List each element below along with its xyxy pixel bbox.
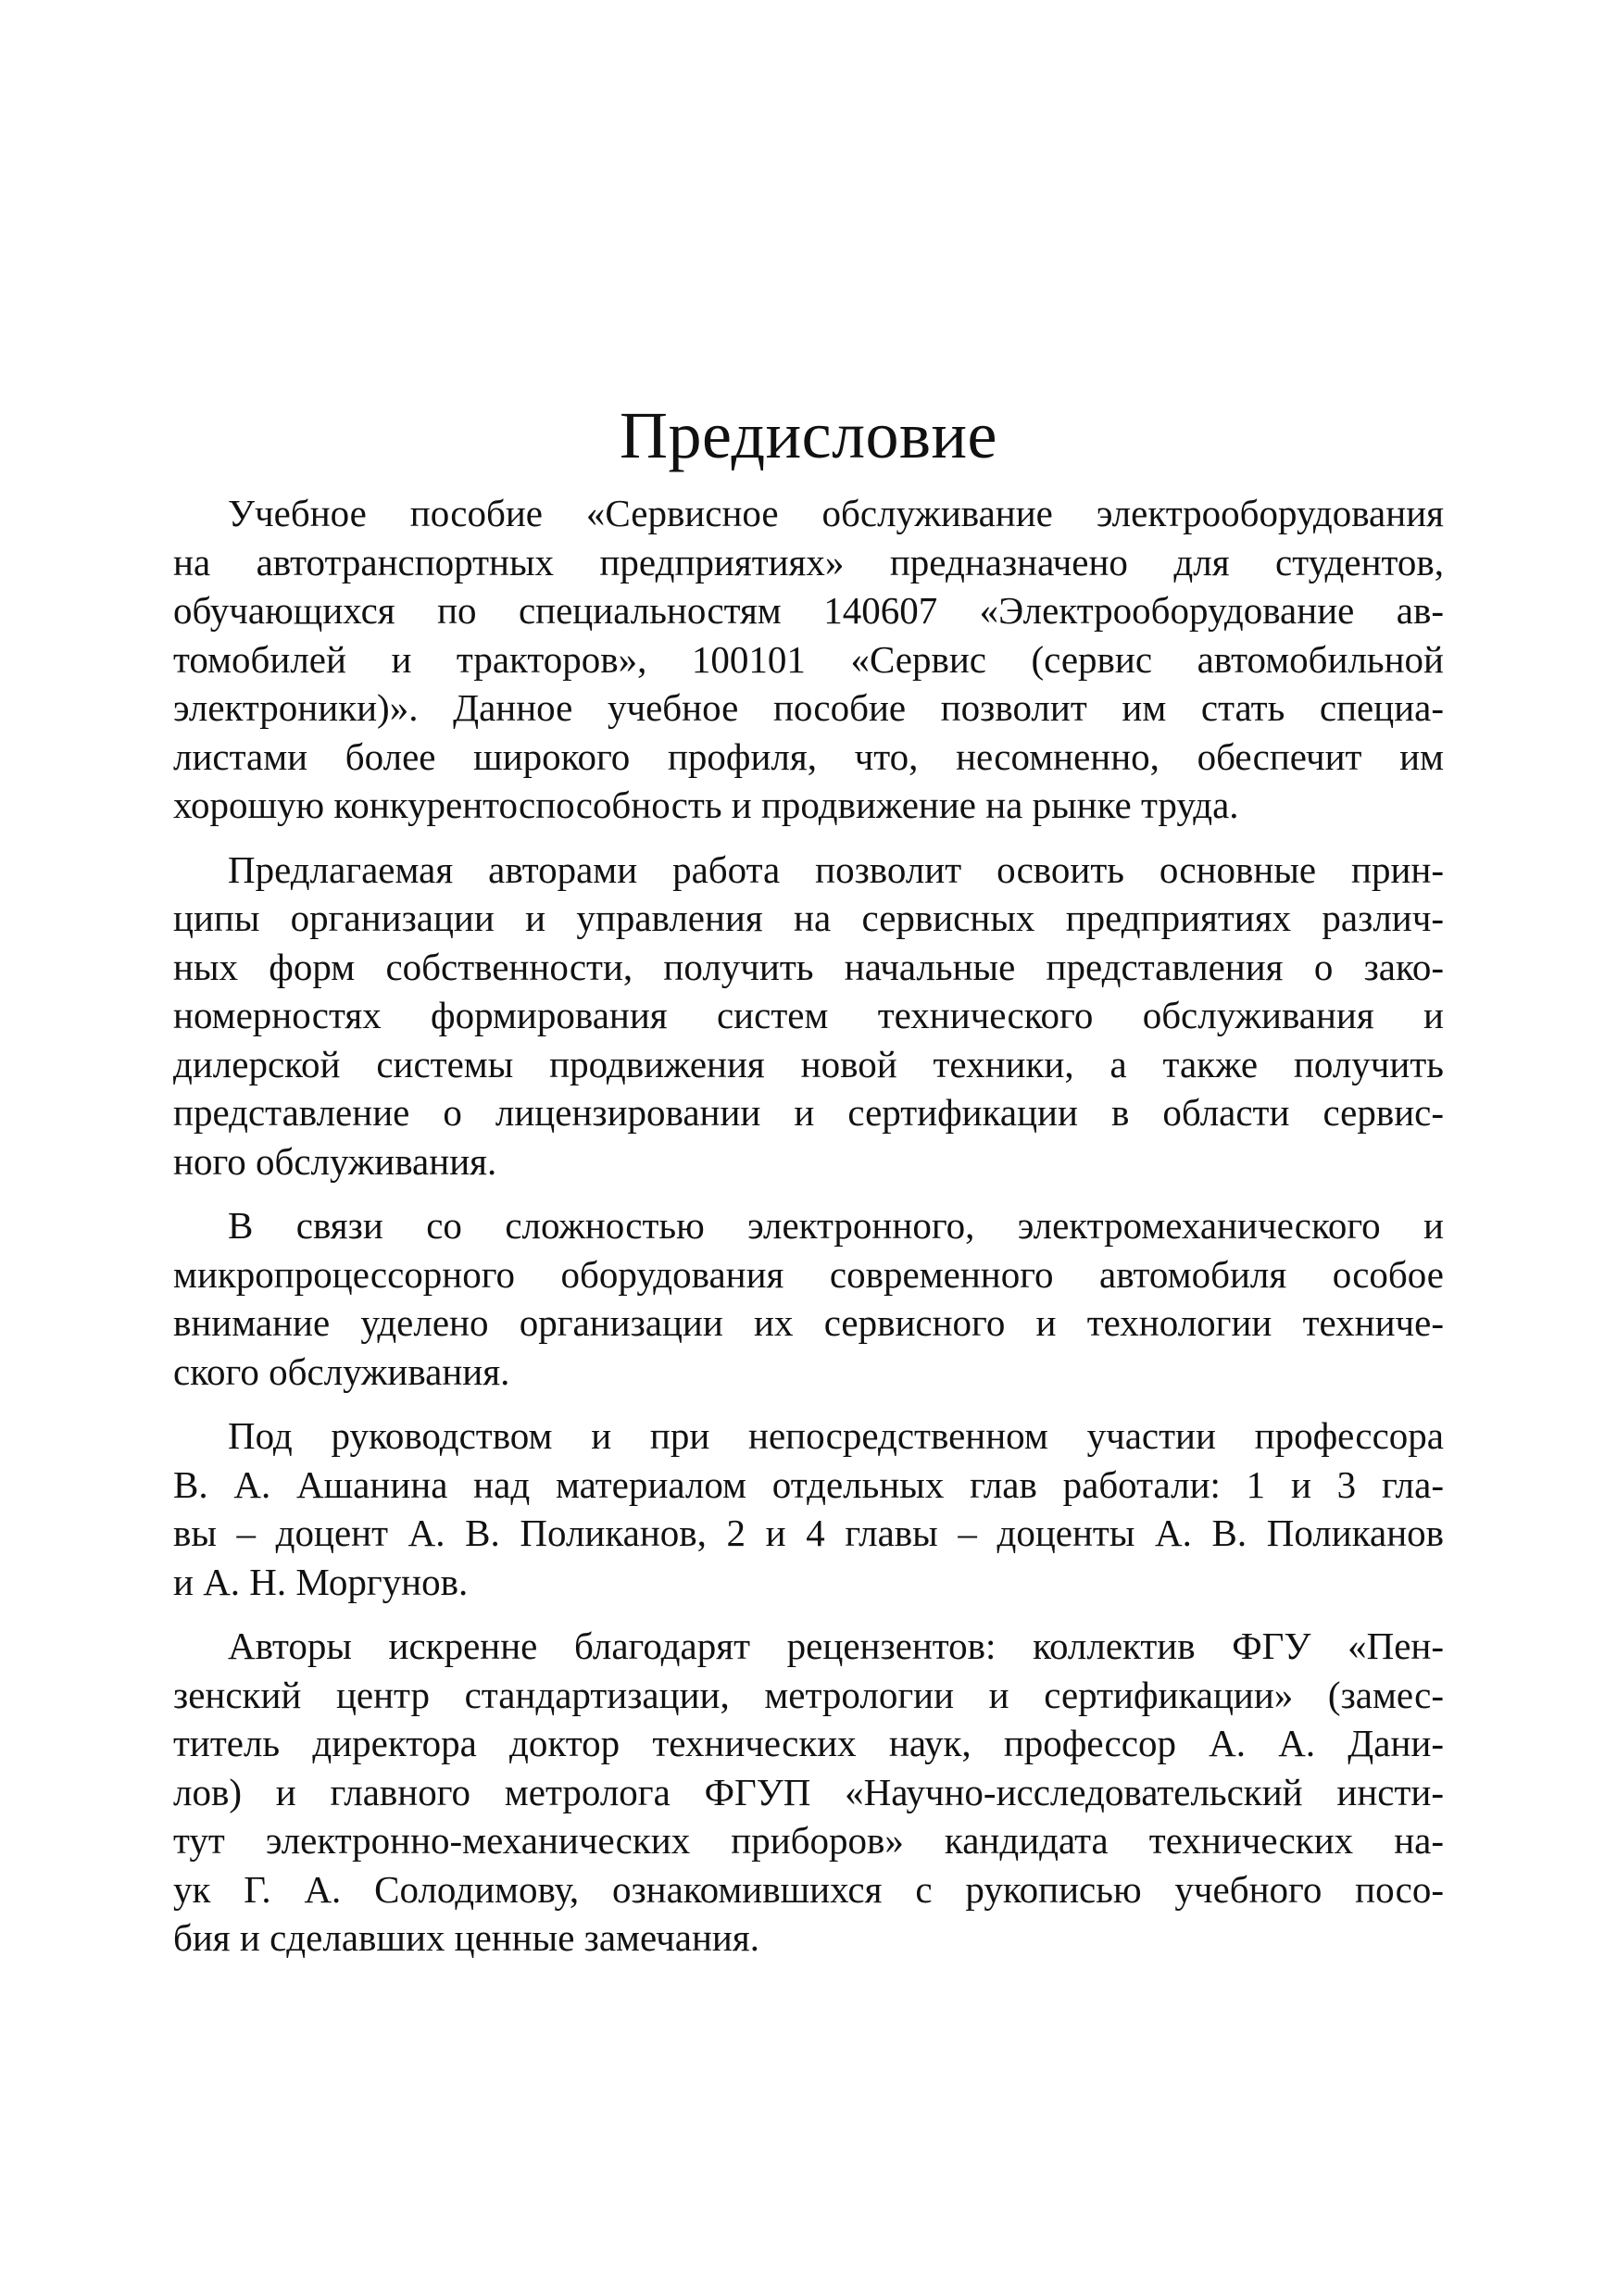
paragraph xyxy=(173,1411,1444,1606)
text-line: и А. Н. Моргунов. xyxy=(173,1560,469,1603)
text-line: вы – доцент А. В. Поликанов, 2 и 4 главы – доценты А. В. Поликанов xyxy=(173,1512,1444,1554)
text-line: ного обслуживания. xyxy=(173,1139,497,1183)
text-line: листами более широкого профиля, что, несомненно, обеспечит им xyxy=(173,734,1444,778)
paragraph xyxy=(173,1622,1444,1963)
text-line: Предлагаемая авторами работа позволит освоить основные прин- xyxy=(228,847,1444,891)
text-line: Авторы искренне благодарят рецензентов: коллектив ФГУ «Пен- xyxy=(228,1625,1444,1667)
preface-body xyxy=(173,489,1444,1978)
text-line: лов) и главного метролога ФГУП «Научно-исследовательский инсти- xyxy=(173,1770,1444,1813)
text-line: ципы организации и управления на сервисных предприятиях различ- xyxy=(173,897,1444,939)
text-line: дилерской системы продвижения новой техники, а также получить xyxy=(173,1042,1444,1085)
paragraph xyxy=(173,1201,1444,1396)
text-line: титель директора доктор технических наук, профессор А. А. Дани- xyxy=(173,1722,1444,1764)
page-title: Предисловие xyxy=(619,398,998,472)
text-line: бия и сделавших ценные замечания. xyxy=(173,1916,759,1959)
text-line: ных форм собственности, получить начальные представления о зако- xyxy=(173,945,1444,988)
text-line: В связи со сложностью электронного, электромеханического и xyxy=(228,1204,1444,1247)
text-line: на автотранспортных предприятиях» предназначено для студентов, xyxy=(173,540,1444,583)
text-line: зенский центр стандартизации, метрологии и сертификации» (замес- xyxy=(173,1673,1444,1716)
text-line: томобилей и тракторов», 100101 «Сервис (сервис автомобильной xyxy=(173,637,1444,681)
text-line: внимание уделено организации их сервисного и технологии техниче- xyxy=(173,1301,1444,1344)
text-line: ского обслуживания. xyxy=(173,1349,510,1393)
text-line: номерностях формирования систем технического обслуживания и xyxy=(173,994,1444,1036)
text-line: ук Г. А. Солодимову, ознакомившихся с рукописью учебного посо- xyxy=(173,1867,1444,1911)
text-line: Учебное пособие «Сервисное обслуживание электрооборудования xyxy=(228,492,1444,534)
text-line: микропроцессорного оборудования современного автомобиля особое xyxy=(173,1252,1444,1296)
text-line: В. А. Ашанина над материалом отдельных глав работали: 1 и 3 гла- xyxy=(173,1462,1444,1506)
text-line: тут электронно-механических приборов» кандидата технических на- xyxy=(173,1819,1444,1862)
text-line: Под руководством и при непосредственном участии профессора xyxy=(228,1414,1444,1457)
text-line: представление о лицензировании и сертификации в области сервис- xyxy=(173,1091,1444,1134)
text-line: обучающихся по специальностям 140607 «Электрооборудование ав- xyxy=(173,589,1444,632)
text-line: хорошую конкурентоспособность и продвижение на рынке труда. xyxy=(173,784,1239,826)
paragraph xyxy=(173,846,1444,1186)
text-line: электроники)». Данное учебное пособие позволит им стать специа- xyxy=(173,686,1444,729)
paragraph xyxy=(173,489,1444,830)
